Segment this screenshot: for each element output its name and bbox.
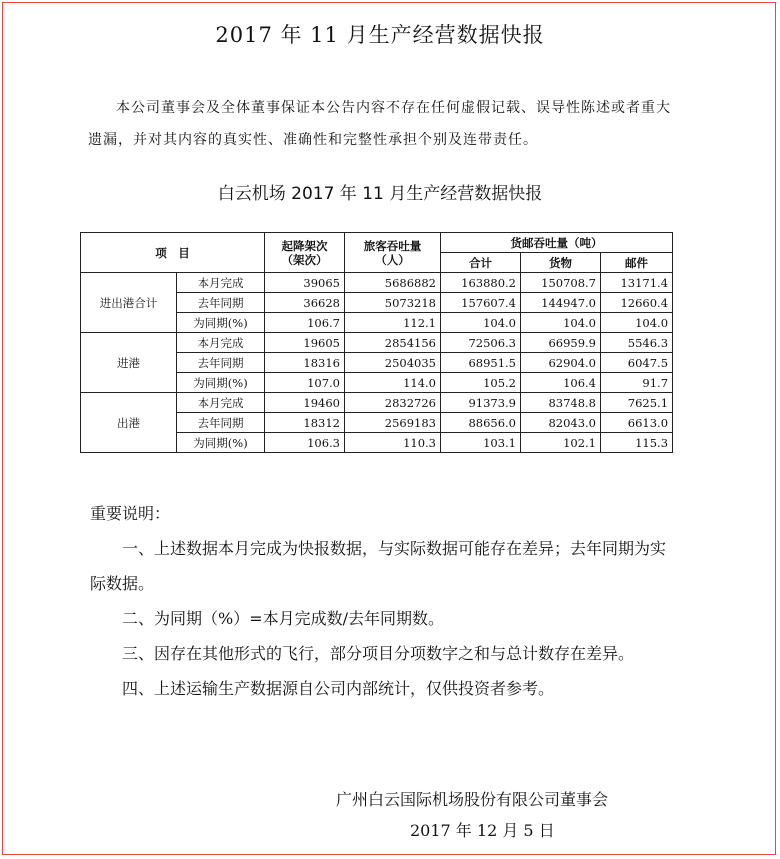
table-cell: 163880.2 <box>441 273 521 293</box>
row-label: 为同期(%) <box>177 313 265 333</box>
data-table <box>80 232 673 453</box>
table-cell: 104.0 <box>521 313 601 333</box>
table-cell: 68951.5 <box>441 353 521 373</box>
row-label: 为同期(%) <box>177 433 265 453</box>
table-cell: 19605 <box>265 333 345 353</box>
table-cell: 91373.9 <box>441 393 521 413</box>
table-cell: 114.0 <box>345 373 441 393</box>
table-cell: 66959.9 <box>521 333 601 353</box>
row-label: 去年同期 <box>177 293 265 313</box>
table-cell: 36628 <box>265 293 345 313</box>
table-cell: 6613.0 <box>601 413 673 433</box>
notes-section <box>90 496 680 706</box>
table-cell: 2854156 <box>345 333 441 353</box>
table-cell: 115.3 <box>601 433 673 453</box>
row-label: 本月完成 <box>177 393 265 413</box>
table-cell: 2569183 <box>345 413 441 433</box>
table-cell: 150708.7 <box>521 273 601 293</box>
header-total: 合计 <box>441 253 521 273</box>
table-cell: 112.1 <box>345 313 441 333</box>
table-cell: 62904.0 <box>521 353 601 373</box>
table-cell: 104.0 <box>601 313 673 333</box>
table-title: 白云机场 2017 年 11 月生产经营数据快报 <box>217 184 543 204</box>
table-row <box>81 333 673 353</box>
signature-company: 广州白云国际机场股份有限公司董事会 <box>336 790 609 809</box>
group-label: 出港 <box>81 393 177 453</box>
header-cargo: 货邮吞吐量（吨） <box>441 233 673 253</box>
table-cell: 91.7 <box>601 373 673 393</box>
table-cell: 13171.4 <box>601 273 673 293</box>
header-mail: 邮件 <box>601 253 673 273</box>
table-cell: 88656.0 <box>441 413 521 433</box>
table-cell: 102.1 <box>521 433 601 453</box>
table-cell: 18316 <box>265 353 345 373</box>
table-cell: 6047.5 <box>601 353 673 373</box>
row-label: 本月完成 <box>177 273 265 293</box>
table-cell: 19460 <box>265 393 345 413</box>
table-cell: 104.0 <box>441 313 521 333</box>
row-label: 去年同期 <box>177 353 265 373</box>
page-title: 2017 年 11 月生产经营数据快报 <box>215 23 545 47</box>
table-row <box>81 393 673 413</box>
table-cell: 5686882 <box>345 273 441 293</box>
table-cell: 72506.3 <box>441 333 521 353</box>
table-cell: 2832726 <box>345 393 441 413</box>
row-label: 本月完成 <box>177 333 265 353</box>
note-item: 四、上述运输生产数据源自公司内部统计，仅供投资者参考。 <box>122 679 555 698</box>
board-notice: 本公司董事会及全体董事保证本公告内容不存在任何虚假记载、误导性陈述或者重大遗漏，并对其内容的真实性、准确性和完整性承担个别及连带责任。 <box>88 100 671 148</box>
table-cell: 5073218 <box>345 293 441 313</box>
table-cell: 5546.3 <box>601 333 673 353</box>
signature-date: 2017 年 12 月 5 日 <box>410 821 555 840</box>
table-cell: 110.3 <box>345 433 441 453</box>
header-item: 项 目 <box>81 233 265 273</box>
table-cell: 82043.0 <box>521 413 601 433</box>
note-item: 三、因存在其他形式的飞行，部分项目分项数字之和与总计数存在差异。 <box>122 644 635 663</box>
table-cell: 83748.8 <box>521 393 601 413</box>
row-label: 去年同期 <box>177 413 265 433</box>
table-cell: 107.0 <box>265 373 345 393</box>
table-cell: 144947.0 <box>521 293 601 313</box>
table-cell: 39065 <box>265 273 345 293</box>
note-item: 二、为同期（%）=本月完成数/去年同期数。 <box>122 609 445 628</box>
table-cell: 2504035 <box>345 353 441 373</box>
header-flights: 起降架次 （架次） <box>265 233 345 273</box>
header-goods: 货物 <box>521 253 601 273</box>
table-cell: 105.2 <box>441 373 521 393</box>
header-passengers: 旅客吞吐量 （人） <box>345 233 441 273</box>
group-label: 进出港合计 <box>81 273 177 333</box>
table-cell: 18312 <box>265 413 345 433</box>
table-cell: 106.4 <box>521 373 601 393</box>
table-row <box>81 273 673 293</box>
group-label: 进港 <box>81 333 177 393</box>
row-label: 为同期(%) <box>177 373 265 393</box>
table-cell: 157607.4 <box>441 293 521 313</box>
table-cell: 103.1 <box>441 433 521 453</box>
table-cell: 106.7 <box>265 313 345 333</box>
notes-heading: 重要说明： <box>90 504 171 523</box>
table-cell: 106.3 <box>265 433 345 453</box>
note-item: 一、上述数据本月完成为快报数据，与实际数据可能存在差异；去年同期为实际数据。 <box>90 539 667 593</box>
table-cell: 12660.4 <box>601 293 673 313</box>
table-body <box>81 273 673 453</box>
table-cell: 7625.1 <box>601 393 673 413</box>
